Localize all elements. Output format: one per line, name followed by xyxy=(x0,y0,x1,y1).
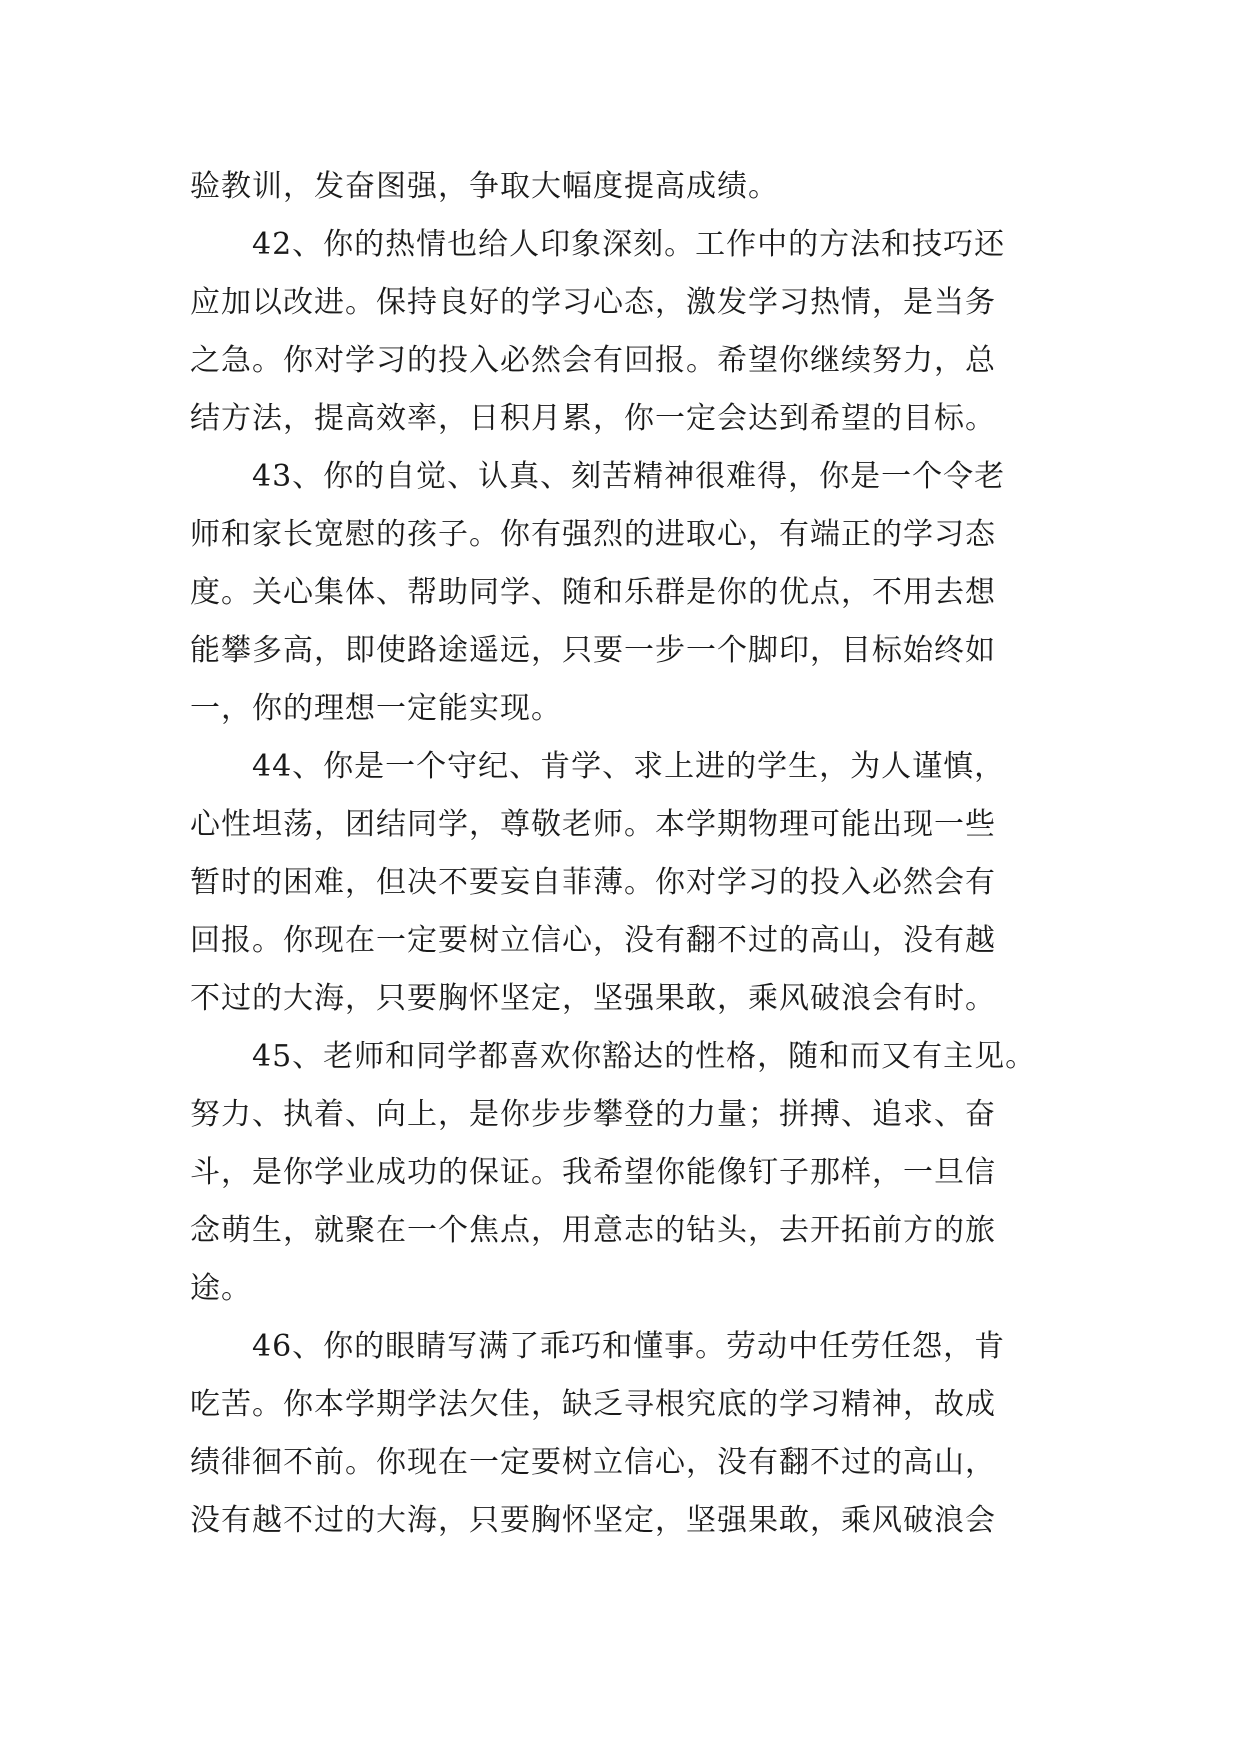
text-line: 努力、执着、向上，是你步步攀登的力量；拼搏、追求、奋 xyxy=(190,1097,996,1132)
paragraph-45-start: 45、老师和同学都喜欢你豁达的性格，随和而又有主见。 xyxy=(252,1039,1037,1074)
text-line: 验教训，发奋图强，争取大幅度提高成绩。 xyxy=(190,169,779,204)
text-line: 心性坦荡，团结同学，尊敬老师。本学期物理可能出现一些 xyxy=(190,807,996,842)
text-line: 念萌生，就聚在一个焦点，用意志的钻头，去开拓前方的旅 xyxy=(190,1213,996,1248)
text-line: 途。 xyxy=(190,1271,252,1306)
document-body xyxy=(190,158,1070,1550)
text-line: 度。关心集体、帮助同学、随和乐群是你的优点，不用去想 xyxy=(190,575,996,610)
text-line: 师和家长宽慰的孩子。你有强烈的进取心，有端正的学习态 xyxy=(190,517,996,552)
paragraph-43-start: 43、你的自觉、认真、刻苦精神很难得，你是一个令老 xyxy=(252,459,1006,494)
paragraph-42-start: 42、你的热情也给人印象深刻。工作中的方法和技巧还 xyxy=(252,227,1006,262)
text-line: 绩徘徊不前。你现在一定要树立信心，没有翻不过的高山， xyxy=(190,1445,996,1480)
text-line: 之急。你对学习的投入必然会有回报。希望你继续努力，总 xyxy=(190,343,996,378)
text-line: 结方法，提高效率，日积月累，你一定会达到希望的目标。 xyxy=(190,401,996,436)
text-line: 没有越不过的大海，只要胸怀坚定，坚强果敢，乘风破浪会 xyxy=(190,1503,996,1538)
paragraph-46-start: 46、你的眼睛写满了乖巧和懂事。劳动中任劳任怨，肯 xyxy=(252,1329,1006,1364)
text-line: 能攀多高，即使路途遥远，只要一步一个脚印，目标始终如 xyxy=(190,633,996,668)
text-line: 回报。你现在一定要树立信心，没有翻不过的高山，没有越 xyxy=(190,923,996,958)
text-line: 暂时的困难，但决不要妄自菲薄。你对学习的投入必然会有 xyxy=(190,865,996,900)
paragraph-44-start: 44、你是一个守纪、肯学、求上进的学生，为人谨慎， xyxy=(252,749,1006,784)
text-line: 斗，是你学业成功的保证。我希望你能像钉子那样，一旦信 xyxy=(190,1155,996,1190)
text-line: 吃苦。你本学期学法欠佳，缺乏寻根究底的学习精神，故成 xyxy=(190,1387,996,1422)
text-line: 一，你的理想一定能实现。 xyxy=(190,691,562,726)
text-line: 应加以改进。保持良好的学习心态，激发学习热情，是当务 xyxy=(190,285,996,320)
text-line: 不过的大海，只要胸怀坚定，坚强果敢，乘风破浪会有时。 xyxy=(190,981,996,1016)
